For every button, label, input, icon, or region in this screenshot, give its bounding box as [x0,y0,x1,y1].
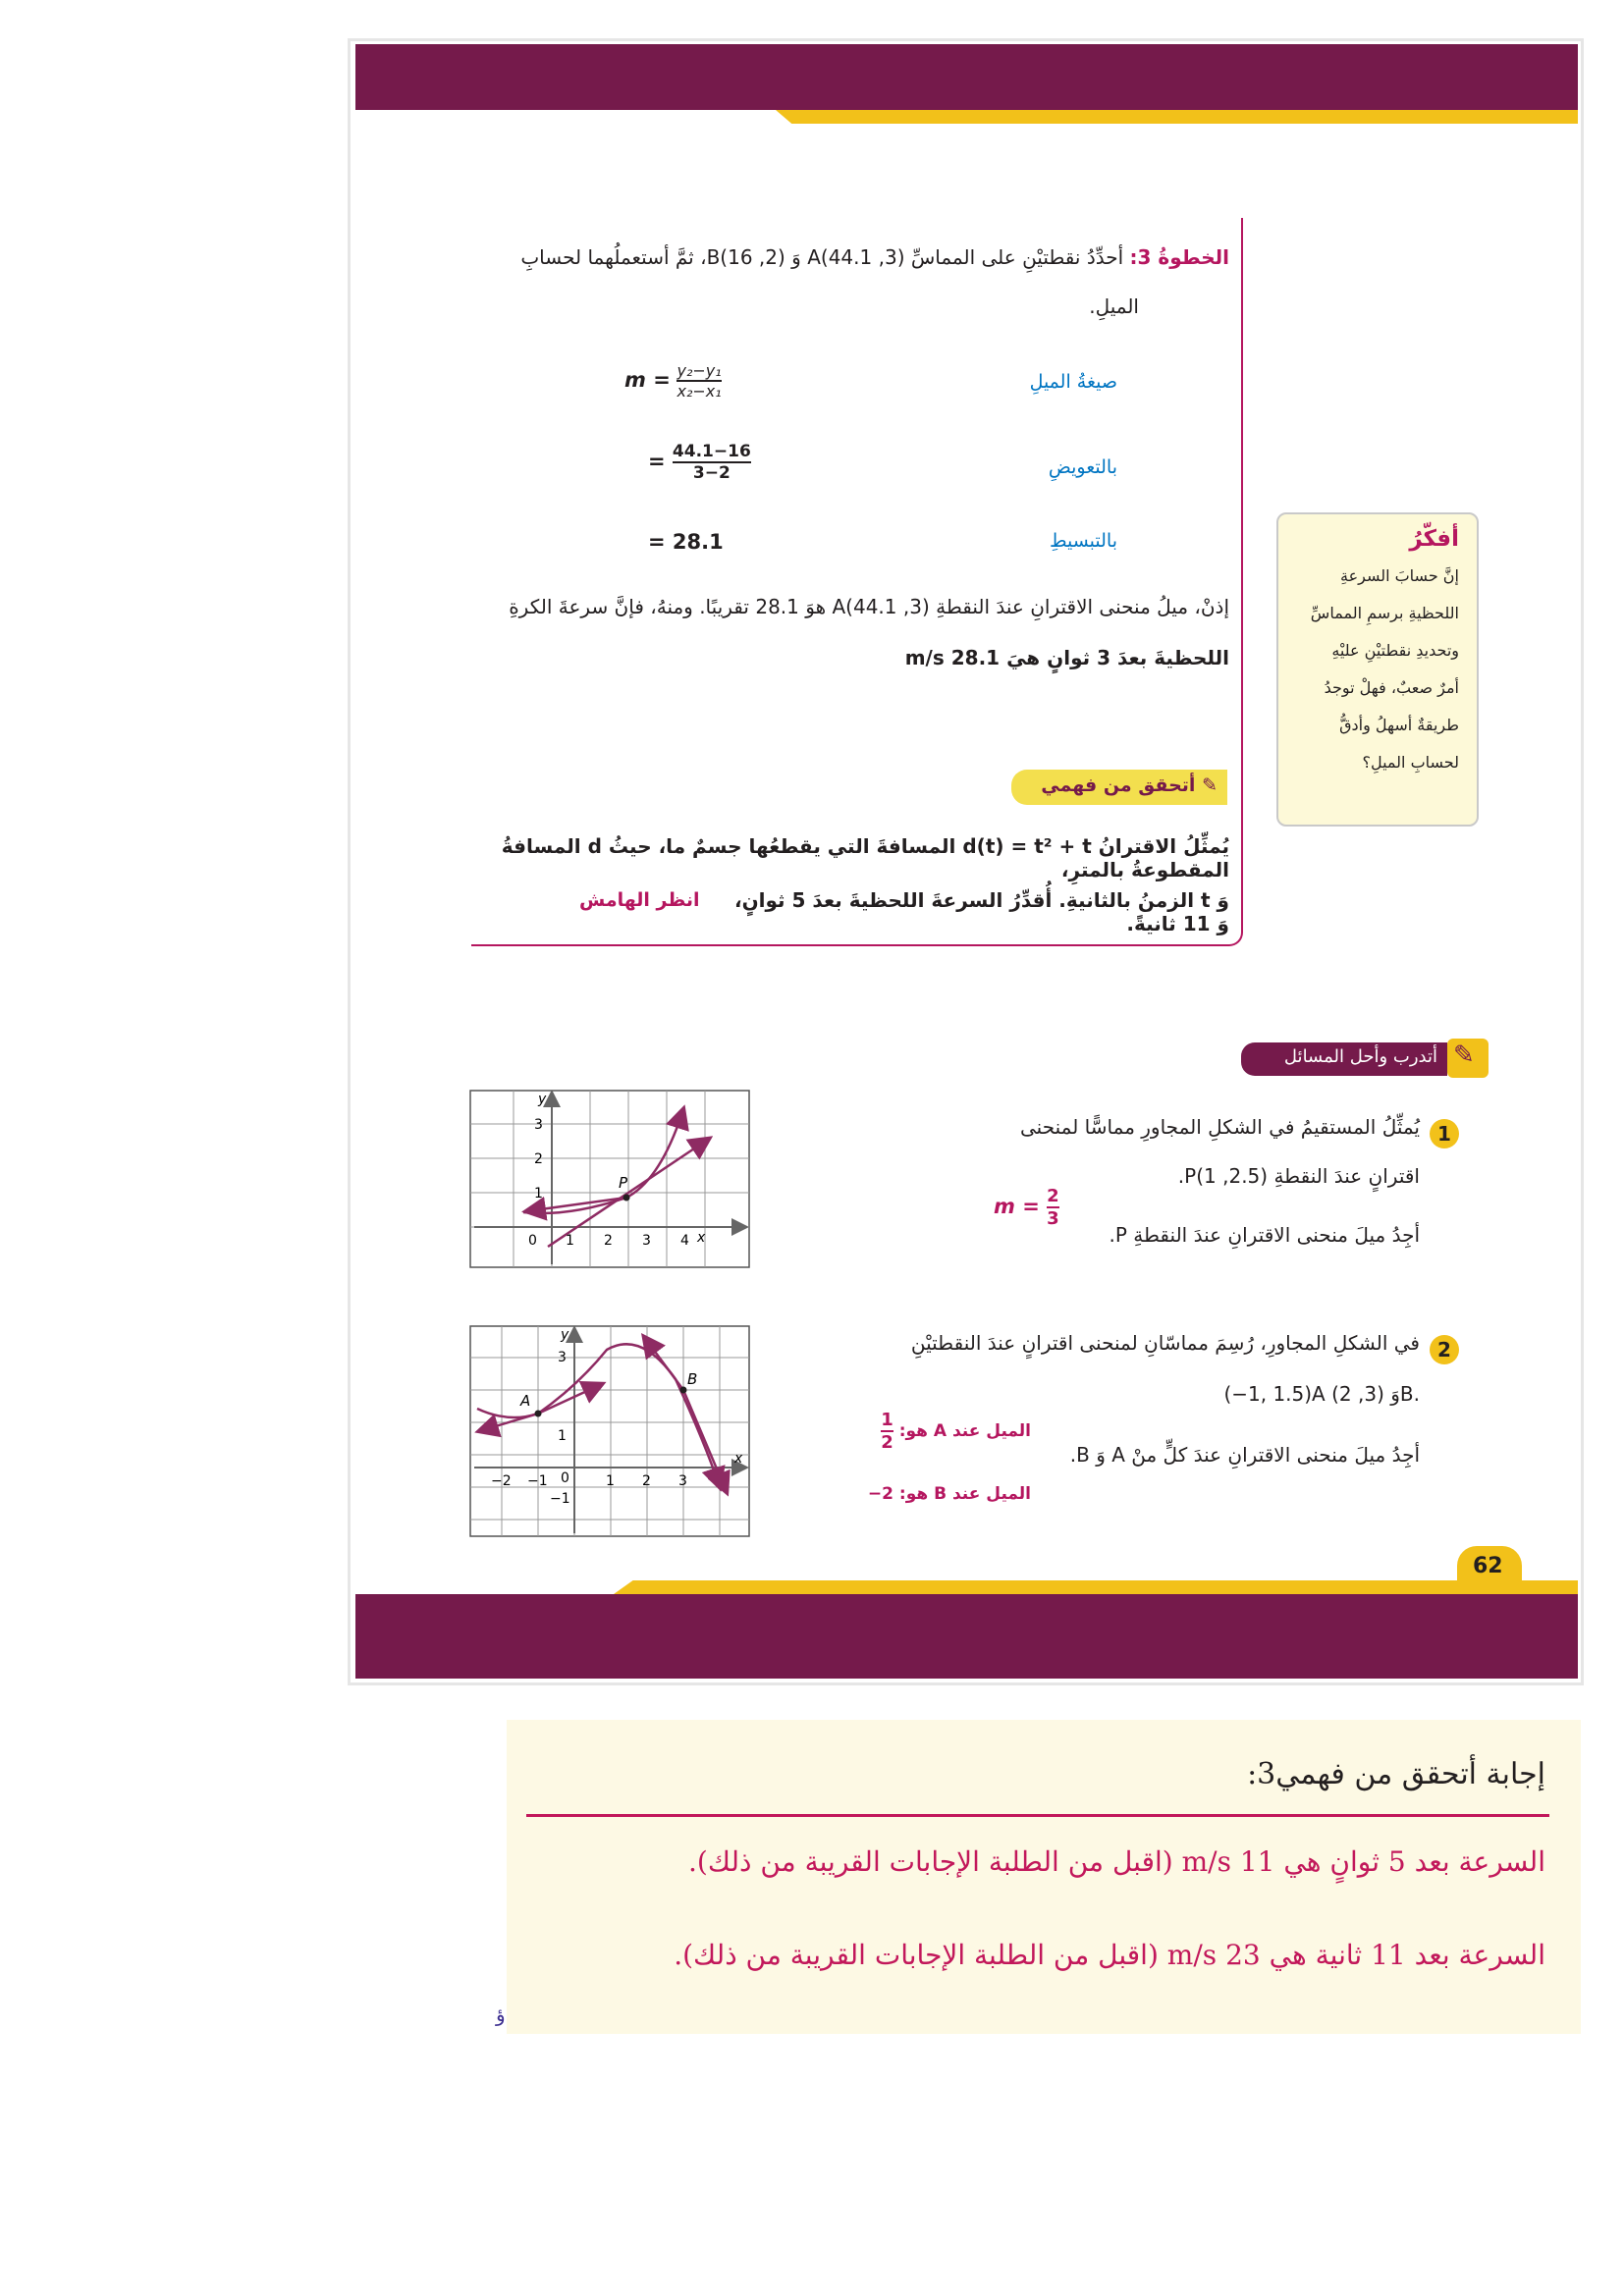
q1-line3: أجِدُ ميلَ منحنى الاقترانِ عندَ النقطةِ P. [1109,1223,1420,1247]
slope-result: = 28.1 [648,530,724,554]
step3-label: الخطوةُ 3: [1129,245,1229,269]
q2-answer-b: الميل عند B هو: 2− [867,1484,1031,1504]
graph1-x-tick-2: 2 [604,1233,613,1249]
graph1-x-tick-3: 3 [642,1233,651,1249]
graph1-y-tick-3: 3 [534,1117,543,1133]
graph1-x-axis-label: x [697,1230,706,1246]
think-title: أفكّرُ [1409,526,1459,552]
q2-line1: في الشكلِ المجاورِ، رُسِمَ مماسّانِ لمنحنى اقترانٍ عندَ النقطتيْنِ [910,1331,1420,1355]
bottom-gold-stripe [614,1580,1578,1594]
slope-substitution: = $\frac{44.1-16}{3-2}$ [648,442,751,483]
graph1-y-axis-label: y [538,1092,547,1107]
graph2-y-axis-label: y [561,1327,569,1343]
q2-line2: (−1, 1.5)A وَ (3, 2)B. [1223,1382,1420,1406]
graph2-x-axis-label: x [734,1451,743,1467]
conclusion-line2: اللحظيةَ بعدَ 3 ثوانٍ هيَ 28.1 m/s [904,646,1229,669]
graph2-x-tick-3: 3 [678,1473,687,1489]
stray-character: ؤ [496,2002,506,2026]
think-line-2: اللحظيةِ برسمِ المماسِّ [1310,604,1459,622]
bottom-band [355,1594,1578,1679]
practice-title: أتدرب وأحل المسائل [1283,1046,1437,1067]
answer-divider [526,1814,1549,1817]
check-line2: وَ t الزمنُ بالثانيةِ. أُقدِّرُ السرعةَ اللحظيةَ بعدَ 5 ثوانٍ، وَ 11 ثانيةً. [733,888,1229,935]
check-line1: يُمثِّلُ الاقترانُ d(t) = t² + t المسافةَ التي يقطعُها جسمٌ ما، حيثُ d المسافةُ المقطوعةُ بالمترِ، [501,834,1229,881]
pencil-icon: ✎ [1202,774,1218,796]
q1-line2: اقترانٍ عندَ النقطةِ (2.5, 1)P. [1177,1164,1420,1188]
top-band [355,44,1578,110]
graph1-y-tick-2: 2 [534,1151,543,1167]
step3-line2: الميلِ. [1089,294,1139,318]
think-line-6: لحسابِ الميلِ؟ [1362,753,1459,772]
slope-label-simplify: بالتبسيطِ [1049,530,1117,552]
q1-answer: m = $\frac{2}{3}$ [994,1186,1059,1229]
graph2-x-tick-1: 1 [606,1473,615,1489]
graph2-x-tick-neg2: −2 [491,1473,512,1489]
answer-line-2: السرعة بعد 11 ثانية هي 23 m/s (اقبل من الطلبة الإجابات القريبة من ذلك). [674,1939,1545,1971]
conclusion-line1: إذنْ، ميلُ منحنى الاقترانِ عندَ النقطةِ (3, 44.1)A هوَ 28.1 تقريبًا. ومنهُ، فإنَّ سرعةَ الكرةِ [509,595,1229,618]
graph2-y-tick-1: 1 [558,1428,567,1444]
answer-title: إجابة أتحقق من فهمي3: [1247,1757,1545,1791]
graph2-y-tick-3: 3 [558,1350,567,1365]
pencil-icon: ✎ [1453,1041,1475,1070]
q1-line1: يُمثِّلُ المستقيمُ في الشكلِ المجاورِ مماسًّا لمنحنى [1020,1115,1420,1139]
margin-note: انظر الهامش [579,889,700,911]
graph2-point-b: B [687,1370,698,1388]
slope-formula: m = $\frac{\text{y₂−y₁}}{\text{x₂−x₁}}$ [624,361,722,400]
think-box [1276,512,1479,827]
graph2-x-tick-neg1: −1 [527,1473,548,1489]
check-understanding-title: ✎ أتحقق من فهمي [1041,774,1218,796]
graph-2 [469,1325,750,1537]
slope-label-formula: صيغةُ الميلِ [1029,371,1117,393]
graph1-x-tick-1: 1 [566,1233,574,1249]
think-line-5: طريقةٌ أسهلُ وأدقُّ [1339,716,1459,734]
think-line-4: أمرٌ صعبٌ، فهلْ توجدُ [1324,678,1459,697]
question-1-number: 1 [1430,1119,1459,1148]
step3-line1 [461,245,1229,269]
think-line-1: إنَّ حسابَ السرعةِ [1339,566,1459,585]
think-line-3: وتحديدِ نقطتيْنِ عليْهِ [1331,641,1459,660]
graph1-x-tick-4: 4 [680,1233,689,1249]
graph2-point-a: A [520,1392,531,1410]
answer-line-1: السرعة بعد 5 ثوانٍ هي 11 m/s (اقبل من الطلبة الإجابات القريبة من ذلك). [688,1845,1545,1878]
graph1-x-tick-0: 0 [528,1233,537,1249]
step3-text: أحدِّدُ نقطتيْنِ على المماسِّ (3, 44.1)A وَ (2, 16)B، ثمَّ أستعملُهما لحسابِ [520,245,1124,269]
slope-label-substitute: بالتعويضِ [1048,456,1117,478]
graph2-x-tick-2: 2 [642,1473,651,1489]
graph2-x-tick-0: 0 [561,1470,569,1486]
graph-1 [469,1090,750,1268]
graph1-y-tick-1: 1 [534,1186,543,1201]
graph2-y-tick-neg1: −1 [550,1491,570,1507]
top-gold-stripe [776,110,1578,124]
page-number: 62 [1473,1554,1503,1578]
q2-line3: أجِدُ ميلَ منحنى الاقترانِ عندَ كلٍّ منْ A وَ B. [1069,1443,1420,1467]
question-2-number: 2 [1430,1335,1459,1364]
graph1-point-p: P [619,1174,628,1192]
q2-answer-a: الميل عند A هو: $\frac{1}{2}$ [881,1410,1031,1453]
